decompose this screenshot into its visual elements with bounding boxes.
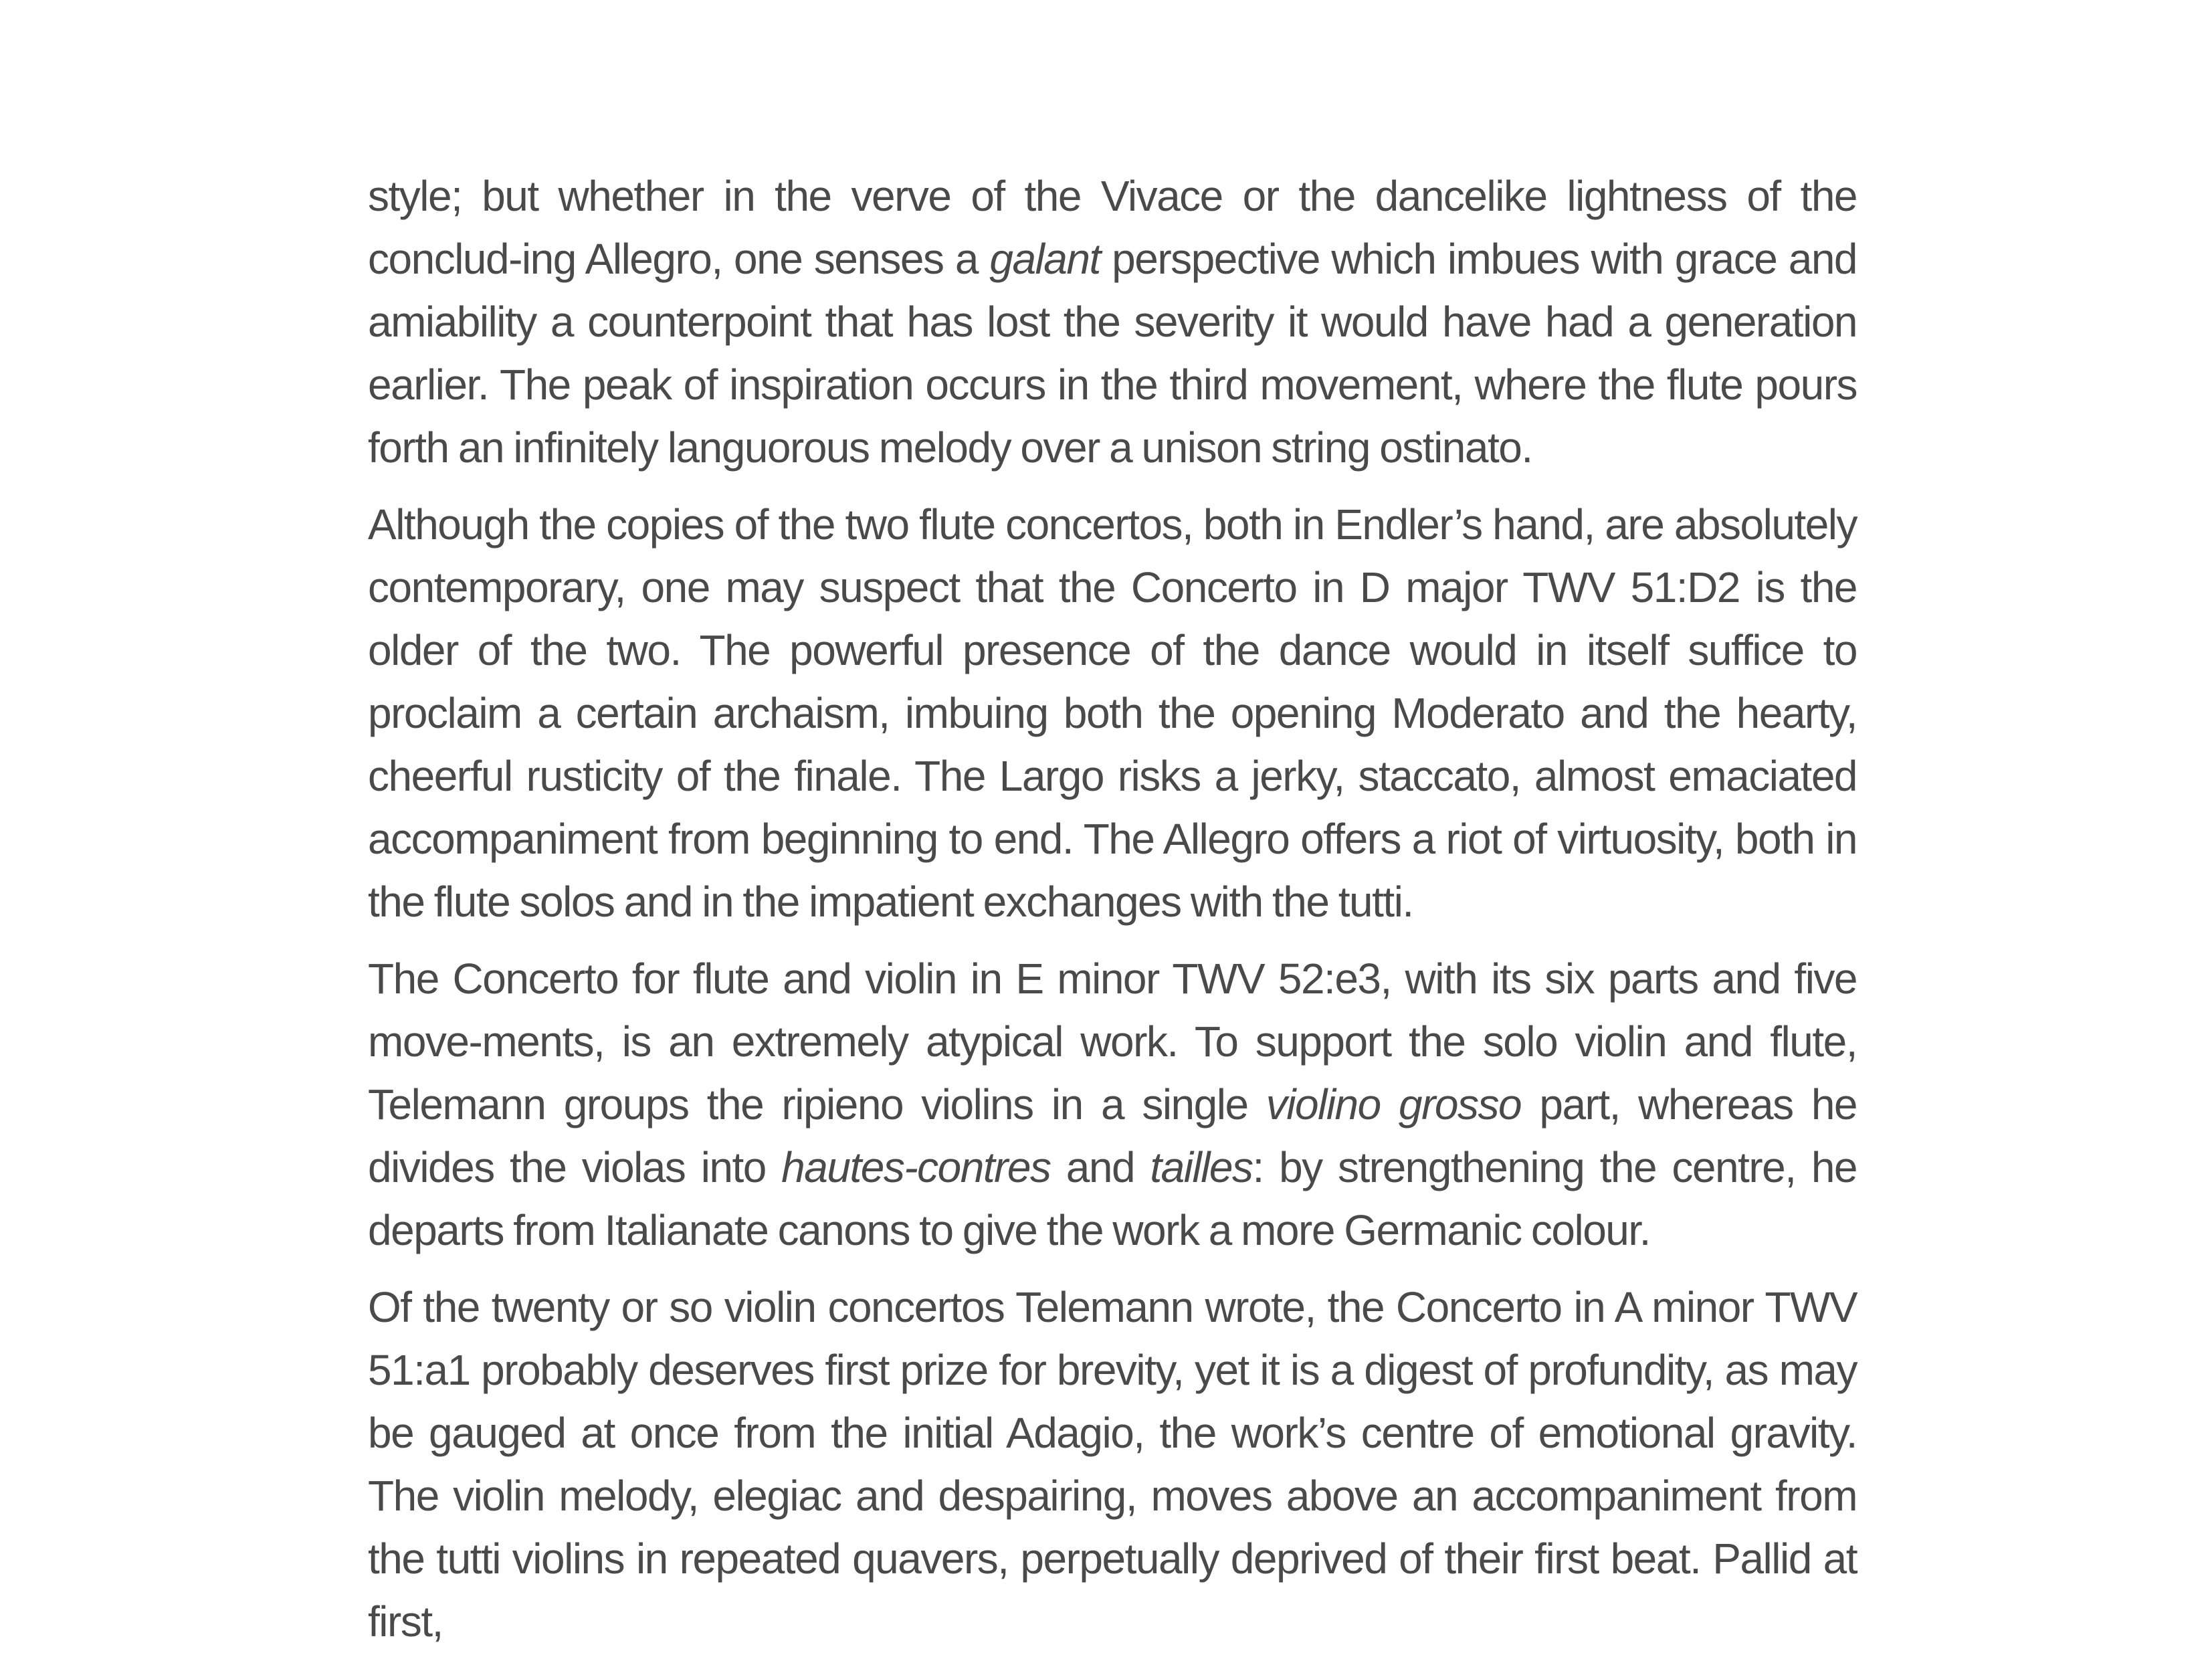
text-run: and — [1050, 1143, 1150, 1191]
text-run: part, whereas he divides the violas into — [368, 1080, 1857, 1191]
paragraph-2 — [368, 493, 1857, 933]
paragraph-4 — [368, 1276, 1857, 1653]
text-run: perspective which imbues with grace and amiability a counterpoint that has lost the severity it would have had a generation earlier. The peak of inspiration occurs in the third movement, where the flute pours forth an infinitely languorous melody over a unison string ostinato. — [368, 235, 1857, 472]
text-run: The Concerto for flute and violin in E minor TWV 52:e3, with its six parts and five move-ments, is an extremely atypical work. To support the solo violin and flute, Telemann groups the ripieno violins in a single — [368, 955, 1857, 1129]
paragraph-1 — [368, 165, 1857, 479]
italic-run: hautes-contres — [781, 1143, 1051, 1191]
text-run: Of the twenty or so violin concertos Telemann wrote, the Concerto in A minor TWV 51:a1 probably deserves first prize for brevity, yet it is a digest of profundity, as may be gauged at once from the initial Adagio, the work’s centre of emotional gravity. The violin melody, elegiac and despairing, moves above an accompaniment from the tutti violins in repeated quavers, perpetually deprived of their first beat. Pallid at first, — [368, 1283, 1857, 1646]
paragraph-3 — [368, 947, 1857, 1262]
document-page — [368, 165, 1857, 1667]
italic-run: tailles — [1150, 1143, 1253, 1191]
text-run: style; but whether in the verve of the Vivace or the dancelike lightness of the conclud-ing Allegro, one senses a — [368, 172, 1857, 283]
text-run: : by strengthening the centre, he departs from Italianate canons to give the work a more Germanic colour. — [368, 1143, 1857, 1254]
italic-run: violino grosso — [1266, 1080, 1522, 1129]
text-run: Although the copies of the two flute concertos, both in Endler’s hand, are absolutely contemporary, one may suspect that the Concerto in D major TWV 51:D2 is the older of the two. The powerful presence of the dance would in itself suffice to proclaim a certain archaism, imbuing both the opening Moderato and the hearty, cheerful rusticity of the finale. The Largo risks a jerky, staccato, almost emaciated accompaniment from beginning to end. The Allegro offers a riot of virtuosity, both in the flute solos and in the impatient exchanges with the tutti. — [368, 500, 1857, 926]
italic-run: galant — [989, 235, 1100, 283]
